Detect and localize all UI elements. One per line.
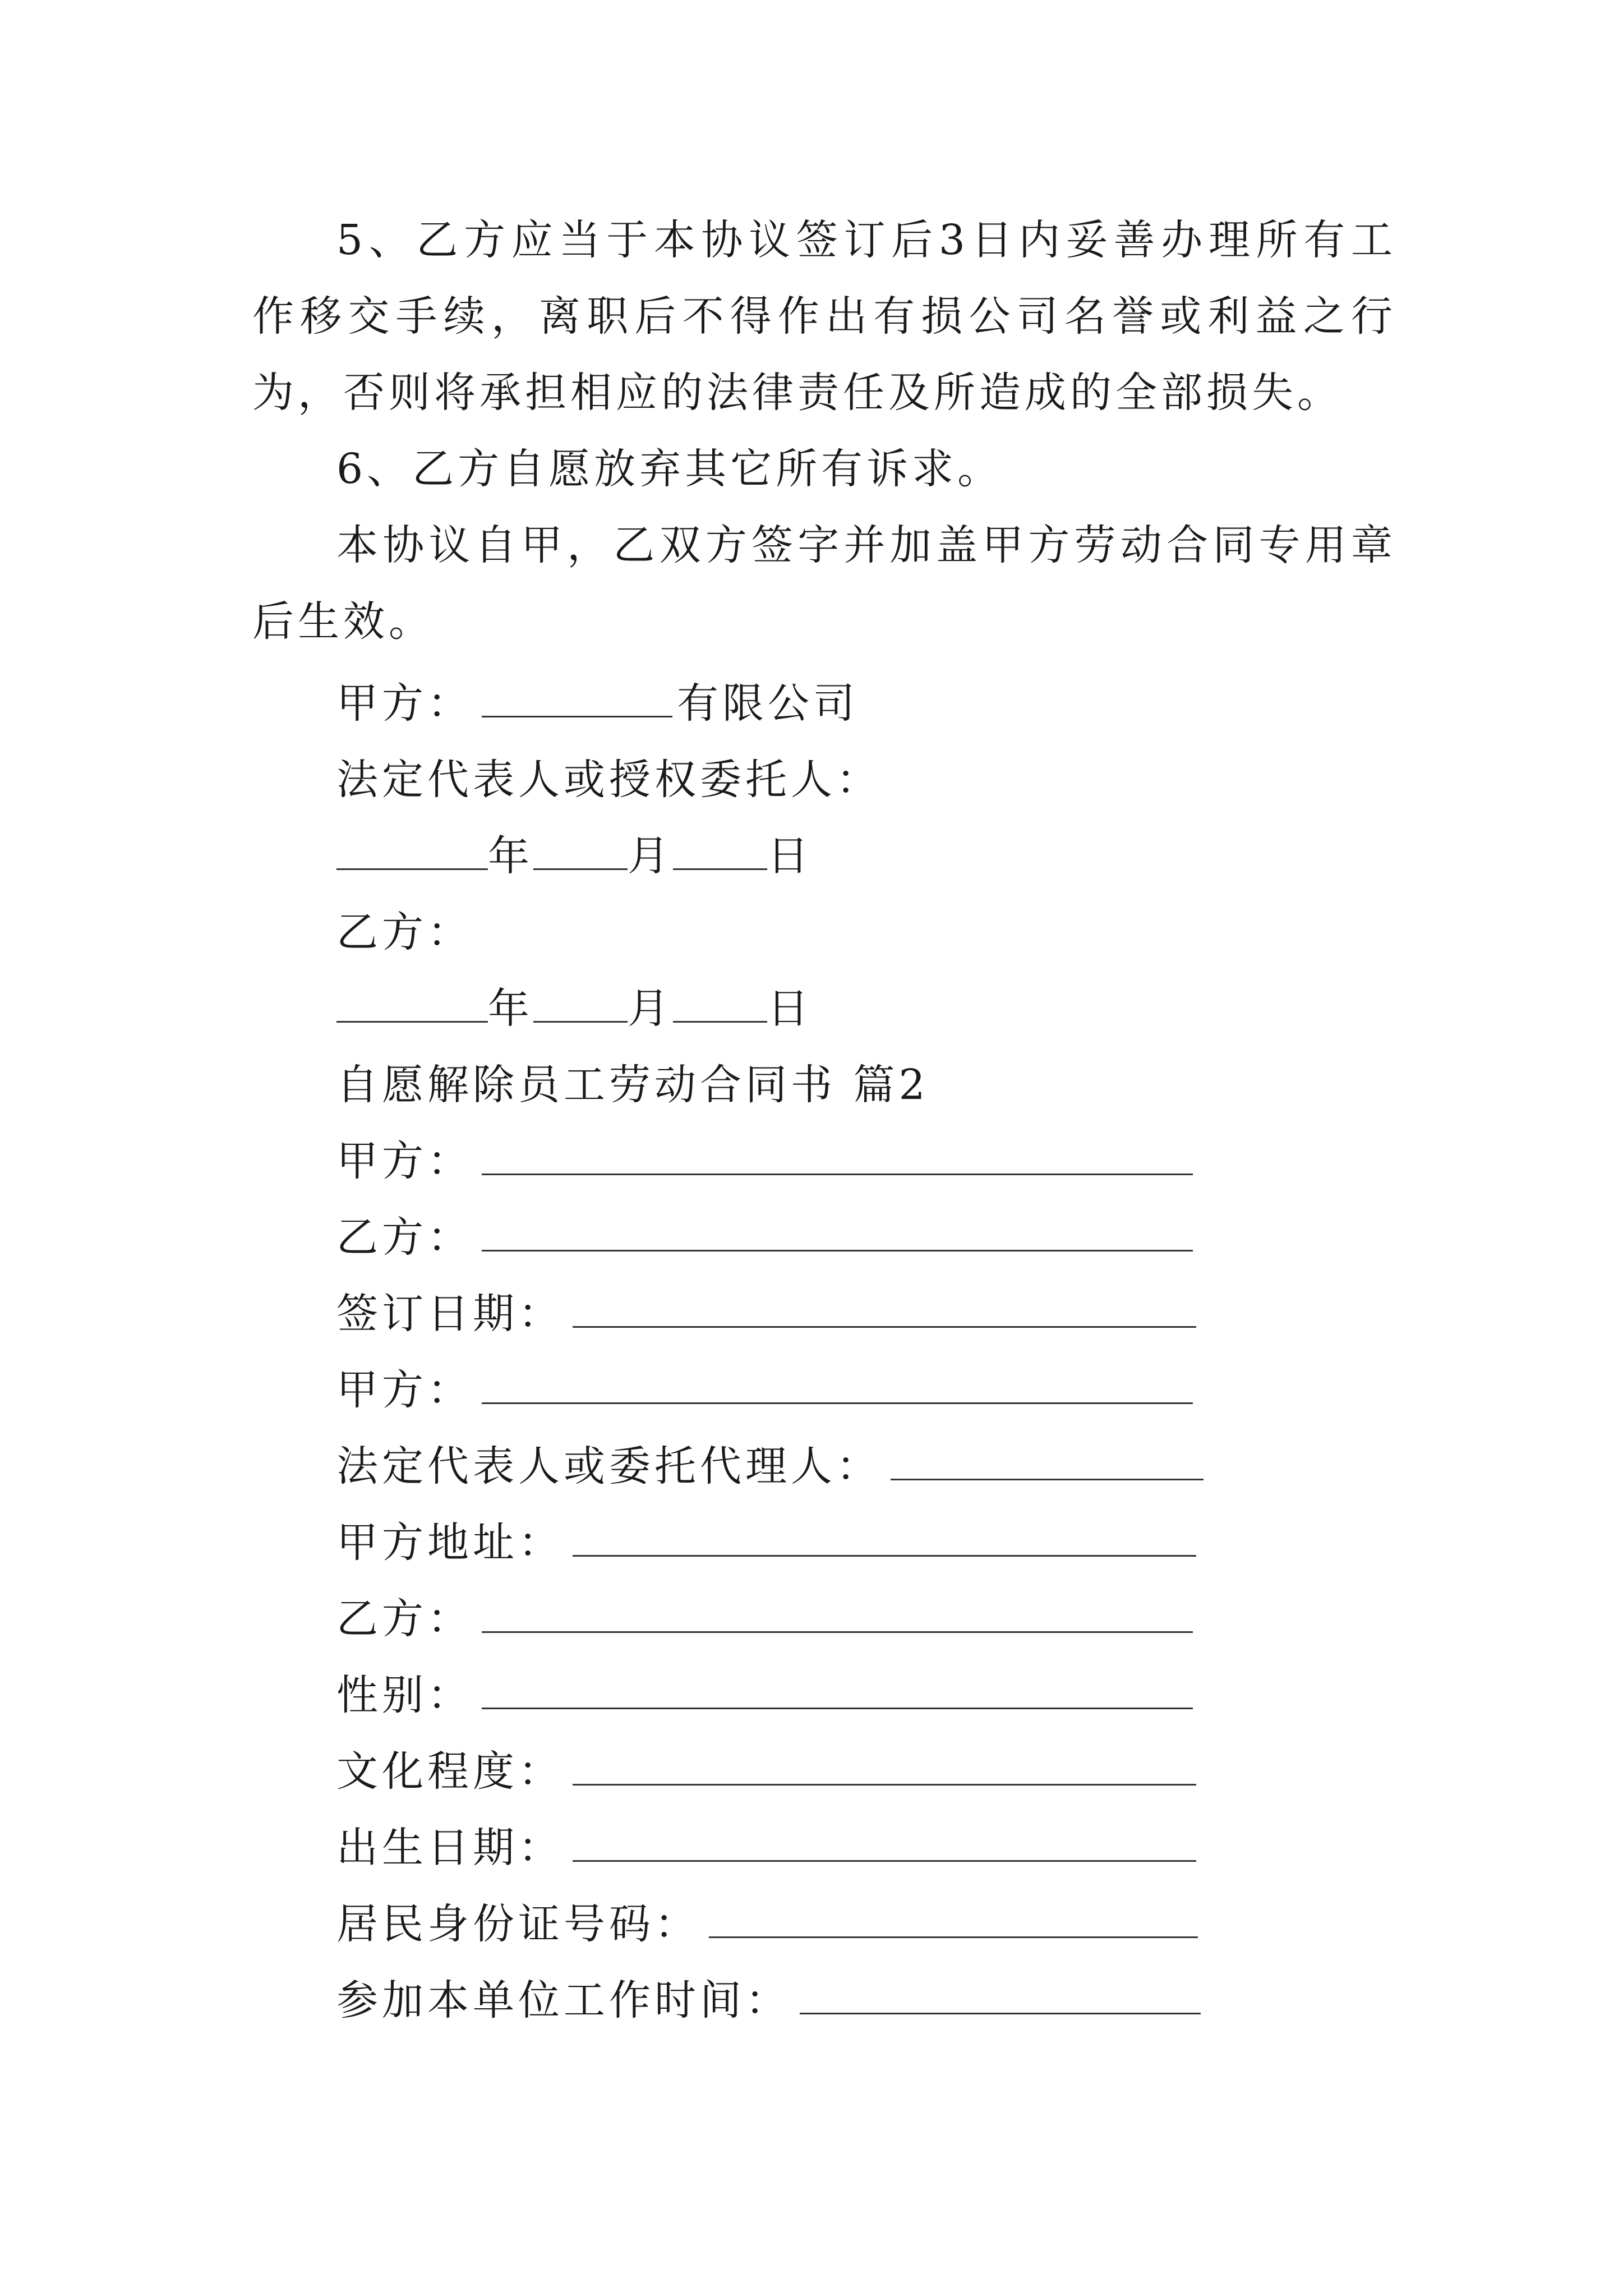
field-blank	[573, 1520, 1196, 1557]
month-blank	[533, 986, 628, 1023]
field-blank	[573, 1749, 1196, 1786]
field-gender	[336, 1667, 1193, 1723]
year-blank	[336, 834, 488, 870]
field-label: 法定代表人或委托代理人：	[336, 1442, 882, 1490]
field-birth-date	[336, 1820, 1196, 1876]
field-label: 出生日期：	[336, 1824, 564, 1872]
year-label: 年	[488, 832, 533, 880]
field-blank	[573, 1291, 1196, 1328]
field-label: 甲方：	[336, 1137, 473, 1185]
field-blank	[482, 1596, 1193, 1633]
field-label: 甲方：	[336, 1366, 473, 1414]
field-sign-date	[336, 1286, 1196, 1342]
field-join-date	[336, 1972, 1201, 2028]
day-blank	[673, 834, 767, 870]
field-blank	[709, 1902, 1198, 1938]
field-party-a-2	[336, 1362, 1193, 1418]
month-label: 月	[628, 984, 673, 1033]
field-label: 文化程度：	[336, 1747, 564, 1796]
field-education	[336, 1743, 1196, 1800]
day-label: 日	[767, 984, 813, 1033]
field-blank	[482, 1368, 1193, 1404]
field-label: 居民身份证号码：	[336, 1900, 700, 1948]
company-suffix: 有限公司	[677, 679, 859, 728]
field-party-a	[336, 1133, 1193, 1189]
month-label: 月	[628, 832, 673, 880]
field-party-b-2	[336, 1591, 1193, 1647]
representative-line: 法定代表人或授权委托人：	[336, 756, 882, 804]
month-blank	[533, 834, 628, 870]
clause-6: 6、乙方自愿放弃其它所有诉求。	[336, 445, 1003, 493]
field-party-b	[336, 1209, 1193, 1266]
date-line-b	[336, 981, 813, 1037]
field-label: 参加本单位工作时间：	[336, 1976, 791, 2024]
day-label: 日	[767, 832, 813, 880]
field-label: 甲方地址：	[336, 1519, 564, 1567]
effect-clause: 本协议自甲，乙双方签字并加盖甲方劳动合同专用章后生效。	[252, 521, 1396, 646]
party-b-signature-line: 乙方：	[336, 908, 473, 956]
field-representative	[336, 1438, 1204, 1494]
field-label: 签订日期：	[336, 1290, 564, 1338]
field-label: 乙方：	[336, 1213, 473, 1262]
field-blank	[891, 1444, 1204, 1480]
field-id-number	[336, 1896, 1198, 1952]
section-2-title: 自愿解除员工劳动合同书 篇2	[336, 1061, 929, 1109]
day-blank	[673, 986, 767, 1023]
field-blank	[482, 1139, 1193, 1175]
field-blank	[800, 1978, 1201, 2014]
field-blank	[482, 1215, 1193, 1251]
field-label: 性别：	[336, 1671, 473, 1719]
field-label: 乙方：	[336, 1595, 473, 1643]
party-a-label: 甲方：	[336, 679, 473, 728]
clause-5: 5、乙方应当于本协议签订后3日内妥善办理所有工作移交手续，离职后不得作出有损公司名誉或利益之行为，否则将承担相应的法律责任及所造成的全部损失。	[252, 216, 1396, 417]
party-a-signature-line	[336, 675, 859, 731]
field-address	[336, 1515, 1196, 1571]
year-blank	[336, 986, 488, 1023]
date-line-a	[336, 828, 813, 884]
field-blank	[573, 1825, 1196, 1862]
company-name-blank	[482, 681, 672, 717]
year-label: 年	[488, 984, 533, 1033]
field-blank	[482, 1673, 1193, 1709]
